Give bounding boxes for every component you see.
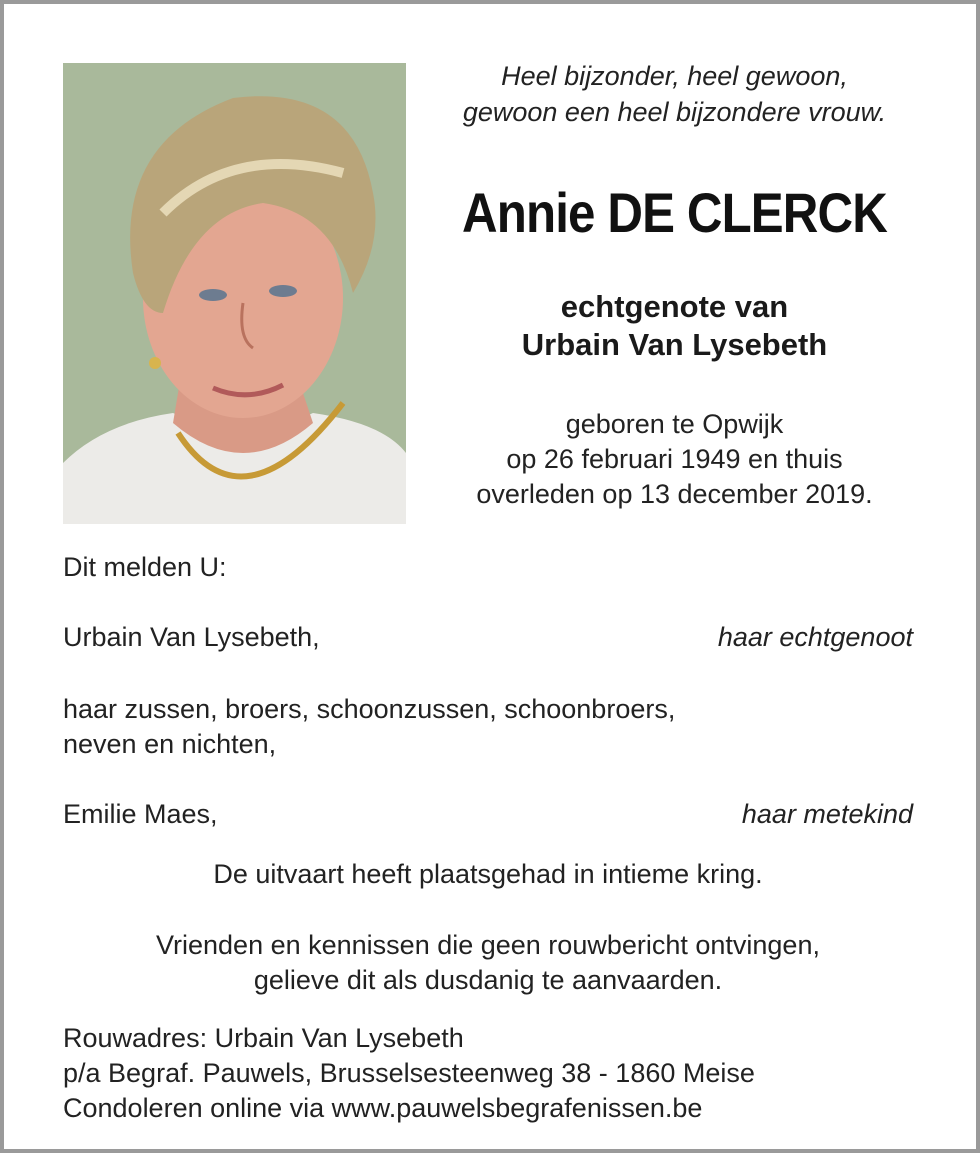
friends-line-1: Vrienden en kennissen die geen rouwbericht ontvingen, [156, 930, 820, 960]
spouse-block [422, 288, 927, 364]
portrait-photo [63, 63, 406, 524]
date-line: op 26 februari 1949 en thuis [506, 444, 843, 474]
address-line-1: Rouwadres: Urbain Van Lysebeth [63, 1023, 464, 1053]
spouse-name: Urbain Van Lysebeth [521, 327, 828, 362]
mourner-1-name: Urbain Van Lysebeth, [63, 622, 320, 652]
mourner-row-2 [63, 797, 913, 832]
mourner-1-relation: haar echtgenoot [717, 622, 913, 652]
condolence-line: Condoleren online via www.pauwelsbegrafenissen.be [63, 1093, 703, 1123]
quote-line-2: gewoon een heel bijzondere vrouw. [462, 97, 887, 127]
announcement-intro: Dit melden U: [63, 552, 227, 582]
deceased-name: Annie DE CLERCK [462, 181, 887, 244]
mourner-row-1 [63, 620, 913, 655]
family-line-1: haar zussen, broers, schoonzussen, schoonbroers, [63, 694, 676, 724]
friends-notice [63, 928, 913, 998]
quote [422, 58, 927, 130]
mourner-2-name: Emilie Maes, [63, 799, 218, 829]
spouse-label: echtgenote van [560, 289, 789, 324]
family-block [63, 692, 913, 762]
birth-line: geboren te Opwijk [565, 409, 784, 439]
quote-line-1: Heel bijzonder, heel gewoon, [501, 61, 848, 91]
address-line-2: p/a Begraf. Pauwels, Brusselsesteenweg 38 - 1860 Meise [63, 1058, 755, 1088]
contact-block [63, 1021, 913, 1126]
death-line: overleden op 13 december 2019. [476, 479, 873, 509]
friends-line-2: gelieve dit als dusdanig te aanvaarden. [253, 965, 723, 995]
family-line-2: neven en nichten, [63, 729, 277, 759]
mourner-2-relation: haar metekind [741, 799, 913, 829]
funeral-notice: De uitvaart heeft plaatsgehad in intieme kring. [213, 859, 763, 889]
life-dates [422, 407, 927, 512]
